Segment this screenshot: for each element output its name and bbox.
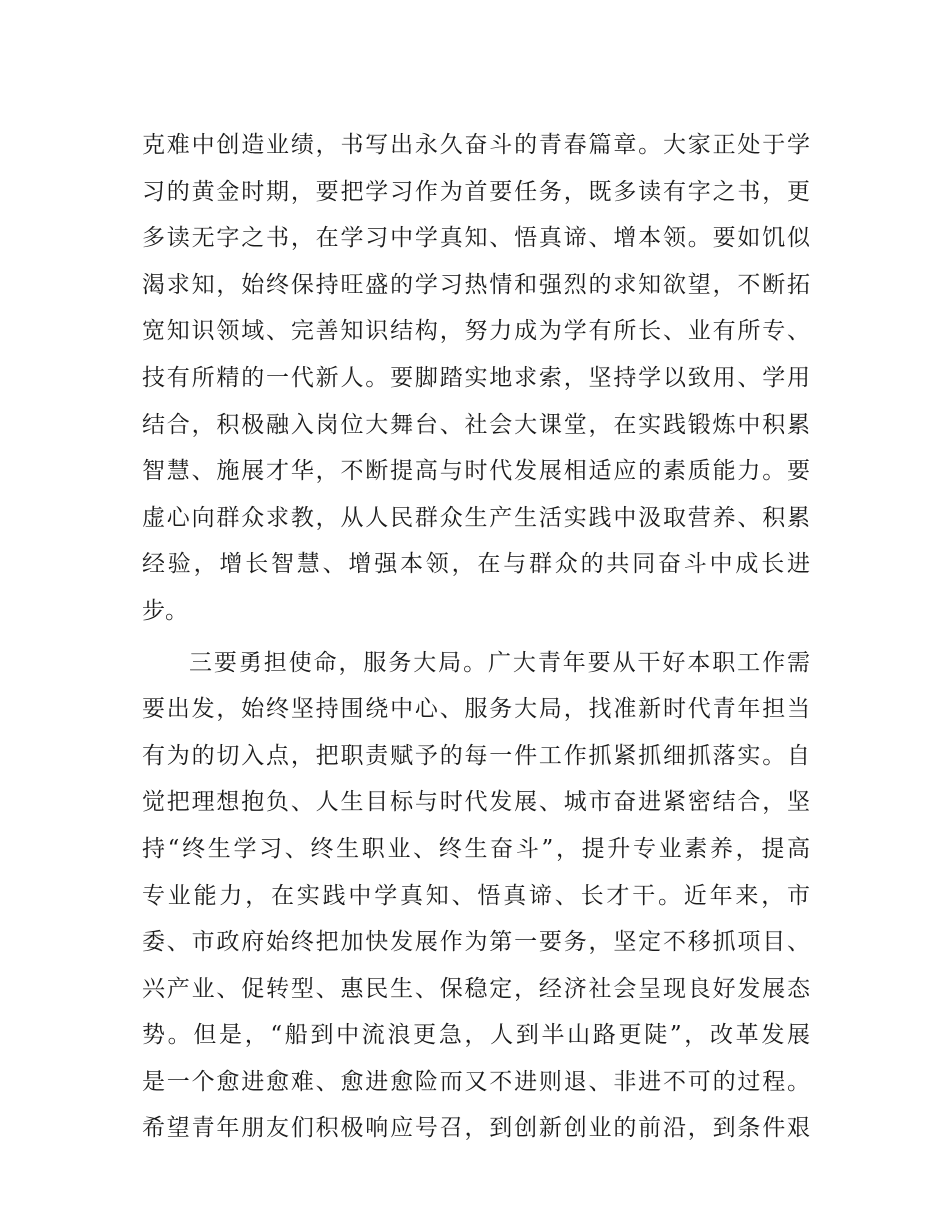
text-line: 技有所精的一代新人。要脚踏实地求索，坚持学以致用、学用 bbox=[142, 364, 810, 391]
paragraph-2 bbox=[142, 640, 810, 1153]
paragraph-1 bbox=[142, 122, 810, 635]
text-line: 习的黄金时期，要把学习作为首要任务，既多读有字之书，更 bbox=[142, 178, 810, 205]
text-line: 智慧、施展才华，不断提高与时代发展相适应的素质能力。要 bbox=[142, 458, 810, 485]
text-line: 兴产业、促转型、惠民生、保稳定，经济社会呈现良好发展态 bbox=[142, 975, 810, 1002]
text-line: 势。但是，“船到中流浪更急，人到半山路更陡”，改革发展 bbox=[142, 1022, 810, 1049]
text-line: 要出发，始终坚持围绕中心、服务大局，找准新时代青年担当 bbox=[142, 696, 810, 723]
text-line: 结合，积极融入岗位大舞台、社会大课堂，在实践锻炼中积累 bbox=[142, 411, 810, 438]
text-line: 多读无字之书，在学习中学真知、悟真谛、增本领。要如饥似 bbox=[142, 225, 810, 252]
text-line: 委、市政府始终把加快发展作为第一要务，坚定不移抓项目、 bbox=[142, 929, 810, 956]
text-line: 步。 bbox=[142, 597, 188, 624]
text-line: 觉把理想抱负、人生目标与时代发展、城市奋进紧密结合，坚 bbox=[142, 789, 810, 816]
text-line: 是一个愈进愈难、愈进愈险而又不进则退、非进不可的过程。 bbox=[142, 1068, 810, 1095]
text-line: 持“终生学习、终生职业、终生奋斗”，提升专业素养，提高 bbox=[142, 835, 810, 862]
text-line: 虚心向群众求教，从人民群众生产生活实践中汲取营养、积累 bbox=[142, 504, 810, 531]
text-line: 经验，增长智慧、增强本领，在与群众的共同奋斗中成长进 bbox=[142, 551, 810, 578]
text-line: 克难中创造业绩，书写出永久奋斗的青春篇章。大家正处于学 bbox=[142, 132, 810, 158]
text-line: 希望青年朋友们积极响应号召，到创新创业的前沿，到条件艰 bbox=[142, 1115, 810, 1142]
text-line: 渴求知，始终保持旺盛的学习热情和强烈的求知欲望，不断拓 bbox=[142, 271, 810, 298]
text-line: 宽知识领域、完善知识结构，努力成为学有所长、业有所专、 bbox=[142, 318, 810, 345]
text-line: 三要勇担使命，服务大局。广大青年要从干好本职工作需 bbox=[189, 649, 810, 676]
body-text bbox=[142, 122, 810, 1152]
text-line: 专业能力，在实践中学真知、悟真谛、长才干。近年来，市 bbox=[142, 882, 810, 909]
text-line: 有为的切入点，把职责赋予的每一件工作抓紧抓细抓落实。自 bbox=[142, 742, 810, 769]
